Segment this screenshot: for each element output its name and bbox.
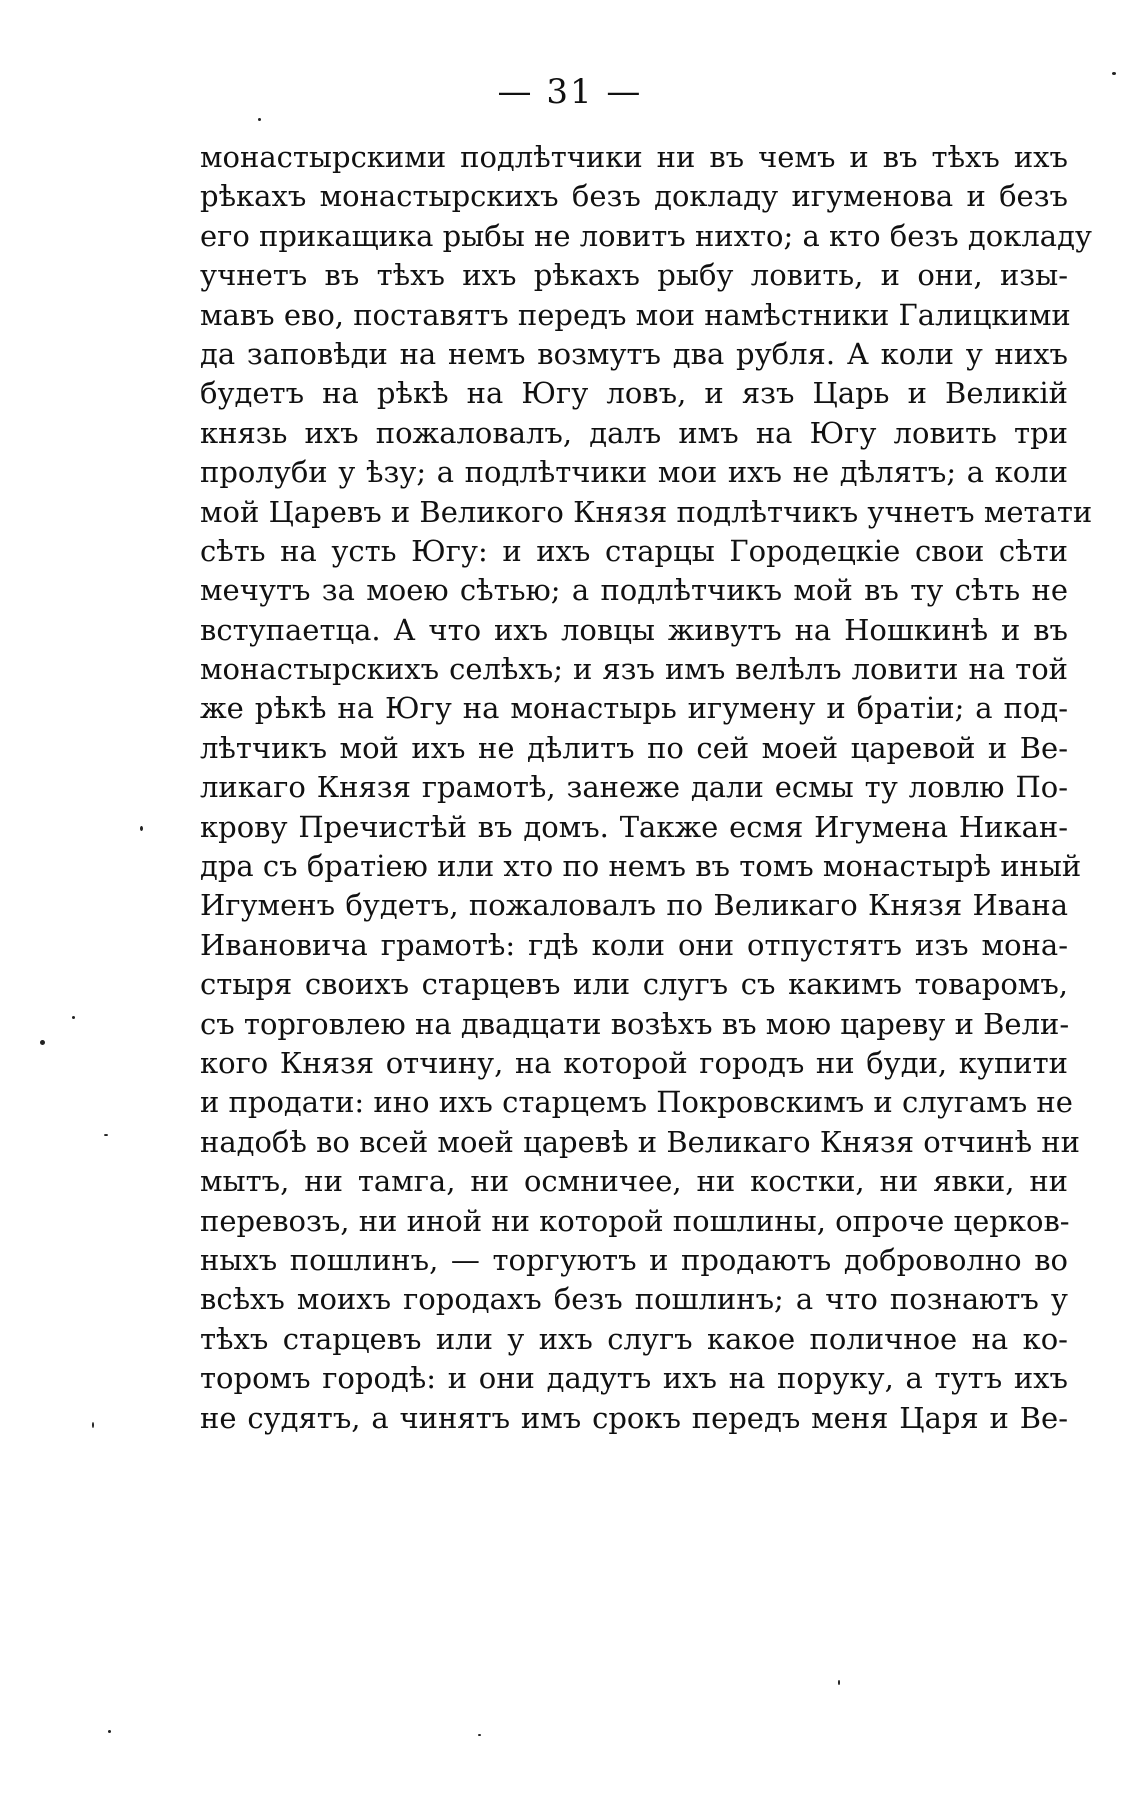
text-line: ликаго Князя грамотѣ, занеже дали есмы ту ловлю По-: [200, 770, 1068, 805]
body-text: [200, 138, 1093, 1438]
scan-speck: [838, 1680, 840, 1685]
scan-speck: [258, 118, 261, 121]
text-line: торомъ городѣ: и они дадутъ ихъ на поруку, а тутъ ихъ: [200, 1361, 1068, 1396]
scan-speck: [40, 1040, 45, 1045]
scan-speck: [72, 1016, 75, 1019]
text-line: монастырскими подлѣтчики ни въ чемъ и въ тѣхъ ихъ: [200, 140, 1068, 174]
text-line: его прикащика рыбы не ловитъ нихто; а кто безъ докладу: [200, 218, 1092, 253]
text-line: не судятъ, а чинятъ имъ срокъ передъ меня Царя и Ве-: [200, 1400, 1068, 1435]
text-line: лѣтчикъ мой ихъ не дѣлитъ по сей моей царевой и Ве-: [200, 730, 1068, 765]
text-line: монастырскихъ селѣхъ; и язъ имъ велѣлъ ловити на той: [200, 652, 1068, 687]
text-line: князь ихъ пожаловалъ, далъ имъ на Югу ловить три: [200, 415, 1068, 450]
text-line: пролуби у ѣзу; а подлѣтчики мои ихъ не дѣлятъ; а коли: [200, 455, 1068, 490]
text-line: мой Царевъ и Великого Князя подлѣтчикъ учнетъ метати: [200, 494, 1093, 529]
text-line: да заповѣди на немъ возмутъ два рубля. А коли у нихъ: [200, 336, 1068, 371]
text-line: надобѣ во всей моей царевѣ и Великаго Князя отчинѣ ни: [200, 1124, 1080, 1159]
text-line: мавъ ево, поставятъ передъ мои намѣстники Галицкими: [200, 297, 1071, 332]
scan-speck: [1112, 72, 1116, 75]
text-line: крову Пречистѣй въ домъ. Также есмя Игумена Никан-: [200, 809, 1068, 844]
text-line: и продати: ино ихъ старцемъ Покровскимъ и слугамъ не: [200, 1085, 1073, 1120]
text-line: мечутъ за моею сѣтью; а подлѣтчикъ мой въ ту сѣть не: [200, 573, 1068, 608]
text-line: учнетъ въ тѣхъ ихъ рѣкахъ рыбу ловить, и они, изы-: [200, 258, 1068, 293]
scan-speck: [104, 1134, 108, 1136]
text-line: рѣкахъ монастырскихъ безъ докладу игуменова и безъ: [200, 179, 1068, 214]
text-line: сѣть на усть Югу: и ихъ старцы Городецкіе свои сѣти: [200, 533, 1068, 568]
text-line: же рѣкѣ на Югу на монастырь игумену и братіи; а под-: [200, 691, 1068, 726]
text-line: кого Князя отчину, на которой городъ ни буди, купити: [200, 1045, 1068, 1080]
text-line: ныхъ пошлинъ, — торгуютъ и продаютъ доброволно во: [200, 1242, 1068, 1277]
text-line: стыря своихъ старцевъ или слугъ съ какимъ товаромъ,: [200, 967, 1068, 1002]
page-number: — 31 —: [497, 72, 643, 112]
text-line: всѣхъ моихъ городахъ безъ пошлинъ; а что познаютъ у: [200, 1282, 1068, 1317]
text-line: съ торговлею на двадцати возѣхъ въ мою цареву и Вели-: [200, 1006, 1070, 1041]
text-line: дра съ братіею или хто по немъ въ томъ монастырѣ иный: [200, 849, 1082, 884]
text-line: тѣхъ старцевъ или у ихъ слугъ какое поличное на ко-: [200, 1321, 1068, 1356]
text-line: Игуменъ будетъ, пожаловалъ по Великаго Князя Ивана: [200, 888, 1068, 923]
text-line: вступаетца. А что ихъ ловцы живутъ на Ношкинѣ и въ: [200, 612, 1068, 647]
text-line: перевозъ, ни иной ни которой пошлины, опроче церков-: [200, 1203, 1070, 1238]
scan-speck: [92, 1422, 94, 1428]
text-line: Ивановича грамотѣ: гдѣ коли они отпустятъ изъ мона-: [200, 927, 1068, 962]
text-line: будетъ на рѣкѣ на Югу ловъ, и язъ Царь и Великій: [200, 376, 1068, 411]
scan-speck: [478, 1734, 481, 1736]
text-line: мытъ, ни тамга, ни осмничее, ни костки, ни явки, ни: [200, 1164, 1068, 1199]
scan-speck: [108, 1730, 111, 1733]
scan-speck: [140, 826, 143, 831]
